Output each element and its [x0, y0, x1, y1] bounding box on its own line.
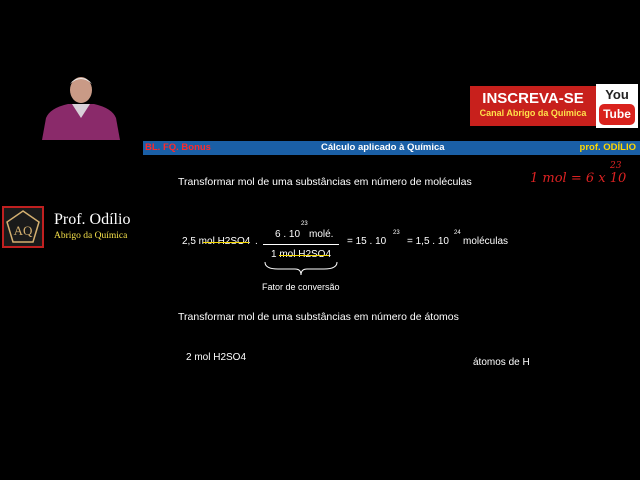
task2-title: Transformar mol de uma substâncias em número de átomos [178, 311, 459, 323]
eq-result1-exp: 23 [393, 230, 400, 236]
header-bar [143, 141, 640, 155]
subscribe-title: INSCREVA-SE [482, 90, 584, 107]
handwritten-note-text: 1 mol = 6 x 10 [530, 171, 627, 186]
brand-name: Prof. Odílio [54, 211, 131, 228]
eq-num-unit: molé. [309, 229, 334, 240]
subscribe-subtitle: Canal Abrigo da Química [479, 108, 587, 118]
task1-title: Transformar mol de uma substâncias em número de moléculas [178, 176, 472, 188]
eq-num-exp: 23 [301, 221, 308, 227]
eq-result2-exp: 24 [454, 230, 461, 236]
handwritten-note [528, 158, 628, 188]
header-title: Cálculo aplicado à Química [321, 142, 445, 153]
handwritten-exponent: 23 [610, 161, 622, 171]
brace-label: Fator de conversão [262, 282, 340, 292]
brand-subtitle: Abrigo da Química [54, 231, 128, 241]
eq-result1: = 15 . 10 [347, 236, 387, 247]
atoms-result: átomos de H [473, 357, 530, 368]
atoms-given: 2 mol H2SO4 [186, 352, 247, 363]
youtube-logo-icon[interactable] [596, 84, 638, 128]
eq-denominator: 1 mol H2SO4 [271, 249, 332, 260]
youtube-you: You [605, 87, 629, 102]
eq-result-unit: moléculas [463, 236, 509, 247]
fraction-line [263, 244, 339, 245]
presenter-video [40, 72, 122, 140]
eq-dot: . [255, 236, 258, 247]
logo-letters: AQ [13, 223, 33, 238]
pentagon-logo-icon [4, 208, 42, 246]
eq-result2: = 1,5 . 10 [407, 236, 449, 247]
brace-icon [262, 260, 340, 276]
youtube-tube: Tube [599, 104, 635, 125]
channel-logo [2, 206, 44, 248]
header-author: prof. ODÍLIO [579, 142, 636, 153]
strike-denominator [279, 255, 329, 256]
eq-given: 2,5 mol H2SO4 [182, 236, 251, 247]
subscribe-banner[interactable] [470, 86, 596, 126]
strike-given [203, 242, 249, 243]
header-left: BL. FQ. Bonus [145, 142, 211, 153]
eq-num-prefix: 6 . 10 [275, 229, 301, 240]
